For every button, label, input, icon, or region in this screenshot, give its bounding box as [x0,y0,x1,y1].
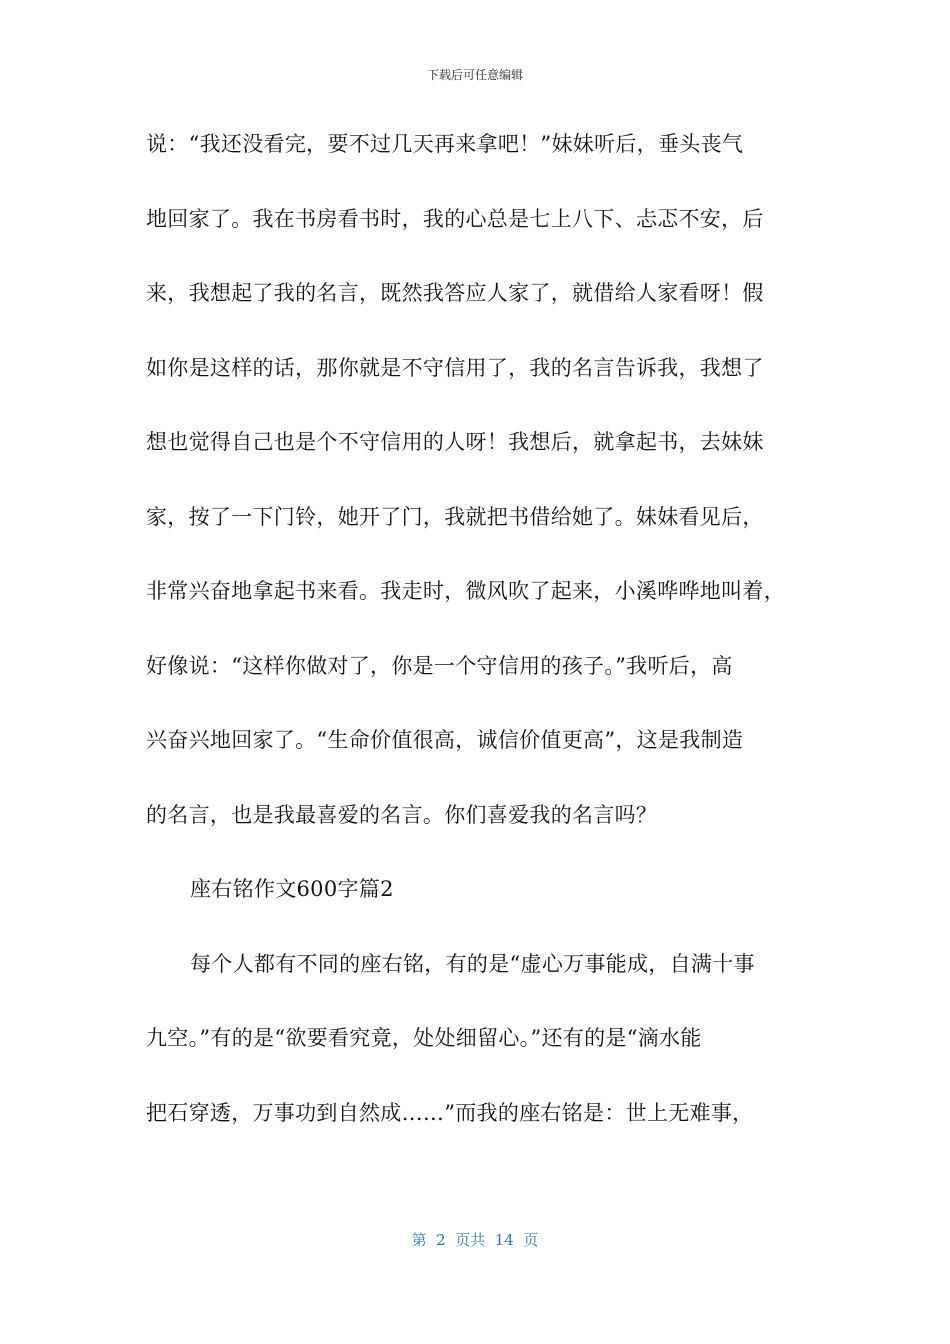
paragraph-line: 每个人都有不同的座右铭，有的是“虚心万事能成，自满十事 [190,951,755,976]
paragraph-line: 九空。”有的是“欲要看究竟，处处细留心。”还有的是“滴水能 [146,1026,702,1050]
section-heading: 座右铭作文600字篇2 [190,877,394,901]
paragraph-line: 说：“我还没看完，要不过几天再来拿吧！”妹妹听后，垂头丧气 [146,132,744,156]
paragraph-line: 好像说：“这样你做对了，你是一个守信用的孩子。”我听后，高 [146,653,733,678]
paragraph-line: 如你是这样的话，那你就是不守信用了，我的名言告诉我，我想了 [146,355,764,380]
paragraph-line: 非常兴奋地拿起书来看。我走时，微风吹了起来，小溪哗哗地叫着， [146,579,785,603]
paragraph-line: 地回家了。我在书房看书时，我的心总是七上八下、忐忑不安，后 [146,206,764,231]
paragraph-line: 家，按了一下门铃，她开了门，我就把书借给她了。妹妹看见后， [146,504,764,529]
paragraph-line: 把石穿透，万事功到自然成……”而我的座右铭是：世上无难事， [146,1100,754,1125]
page-footer: 第 2 页共 14 页 [411,1231,539,1249]
page-header: 下载后可任意编辑 [426,68,523,82]
paragraph-line: 兴奋兴地回家了。“生命价值很高，诚信价值更高”，这是我制造 [146,728,744,752]
paragraph-line: 想也觉得自己也是个不守信用的人呀！我想后，就拿起书，去妹妹 [146,430,764,454]
document-body [146,124,806,1167]
paragraph-line: 来，我想起了我的名言，既然我答应人家了，就借给人家看呀！假 [146,281,764,305]
paragraph-line: 的名言，也是我最喜爱的名言。你们喜爱我的名言吗？ [146,802,658,827]
